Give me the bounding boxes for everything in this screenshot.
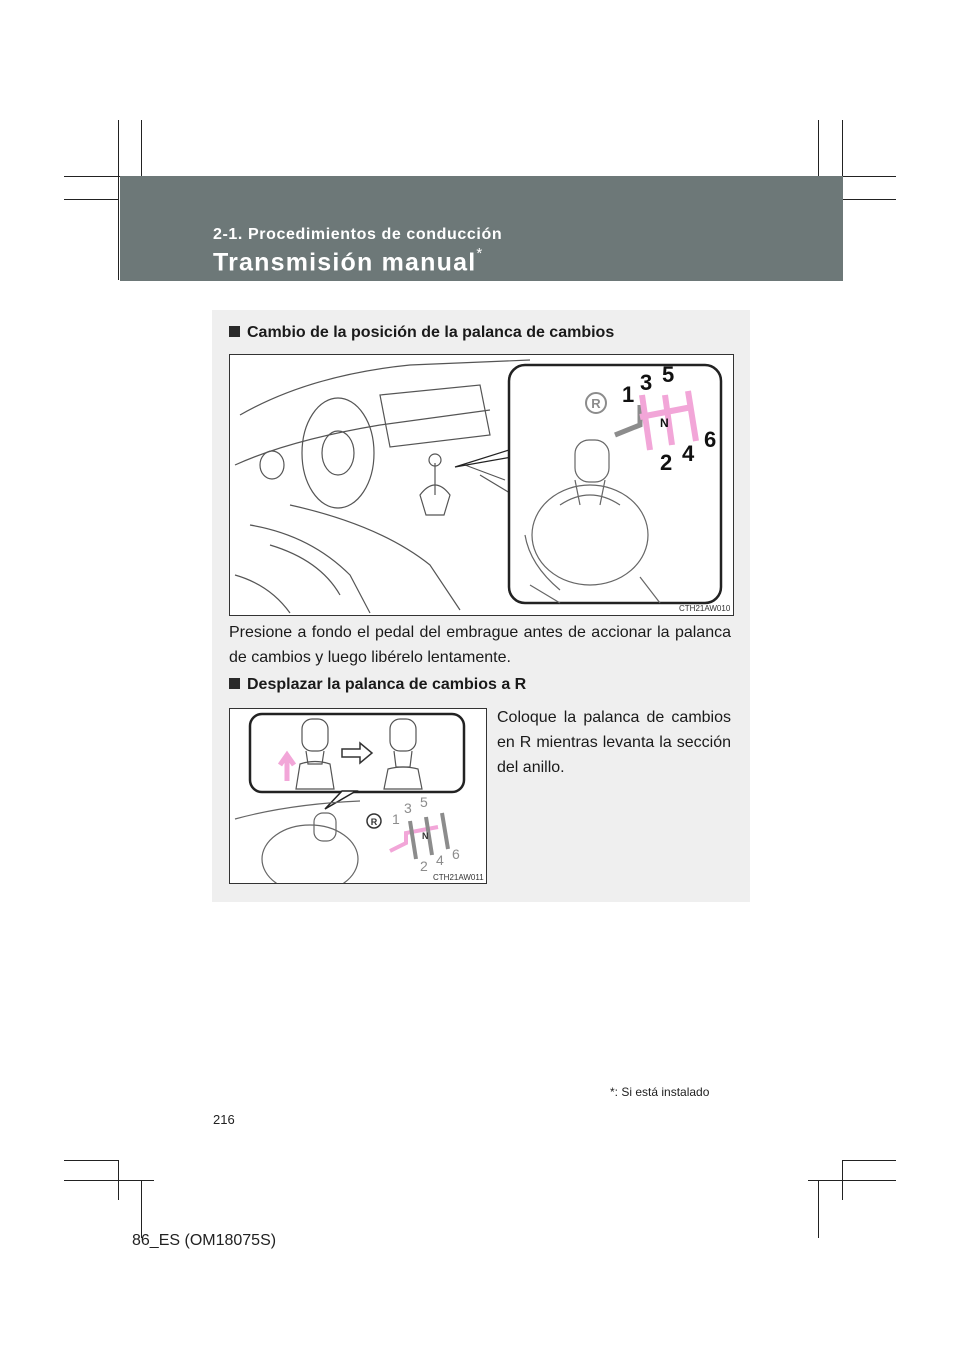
callout-pointer — [325, 791, 356, 809]
gear-label-1: 1 — [392, 811, 400, 827]
gear-label-4: 4 — [682, 441, 695, 466]
gear-label-5: 5 — [662, 362, 675, 387]
gear-label-1: 1 — [622, 382, 635, 407]
heading-text: Desplazar la palanca de cambios a R — [247, 676, 527, 693]
gear-label-4: 4 — [436, 852, 444, 868]
clutch-instruction: Presione a fondo el pedal del embrague antes de accionar la palanca de cambios y luego libérelo lentamente. — [229, 624, 731, 666]
gear-label-n: N — [422, 831, 429, 841]
reverse-illustration — [230, 709, 486, 883]
document-id: 86_ES (OM18075S) — [132, 1232, 277, 1249]
reverse-instruction: Coloque la palanca de cambios en R mientras levanta la sección del anillo. — [497, 709, 731, 776]
gear-label-6: 6 — [704, 427, 717, 452]
cabin-illustration — [230, 355, 733, 615]
gear-label-n: N — [660, 416, 669, 430]
callout-pointer — [455, 449, 512, 467]
page-number: 216 — [213, 1112, 235, 1127]
figure-shift-pattern — [229, 354, 734, 616]
figure-reverse-shift — [229, 708, 487, 884]
bullet-square-icon — [229, 678, 240, 689]
gear-pattern-diagram — [367, 794, 460, 874]
gear-label-6: 6 — [452, 846, 460, 862]
gear-label-3: 3 — [404, 800, 412, 816]
console-lines — [235, 801, 360, 883]
title-asterisk: * — [476, 245, 484, 262]
heading-text: Cambio de la posición de la palanca de cambios — [247, 324, 615, 341]
bullet-square-icon — [229, 326, 240, 337]
gear-label-2: 2 — [420, 858, 428, 874]
title-text: Transmisión manual — [213, 248, 477, 277]
page-title — [213, 245, 484, 277]
gear-label-2: 2 — [660, 450, 673, 475]
heading-reverse — [229, 676, 526, 694]
figure-code-2: CTH21AW011 — [433, 873, 484, 882]
cabin-lines — [235, 360, 540, 613]
chapter-header — [120, 176, 843, 281]
section-label: 2-1. Procedimientos de conducción — [213, 226, 503, 243]
footnote: *: Si está instalado — [610, 1085, 710, 1099]
figure-code-1: CTH21AW010 — [679, 604, 731, 613]
heading-shift-positions — [229, 324, 614, 342]
gear-label-3: 3 — [640, 370, 653, 395]
reverse-badge-label: R — [591, 396, 601, 411]
reverse-badge-label: R — [370, 817, 378, 827]
gear-label-5: 5 — [420, 794, 428, 810]
